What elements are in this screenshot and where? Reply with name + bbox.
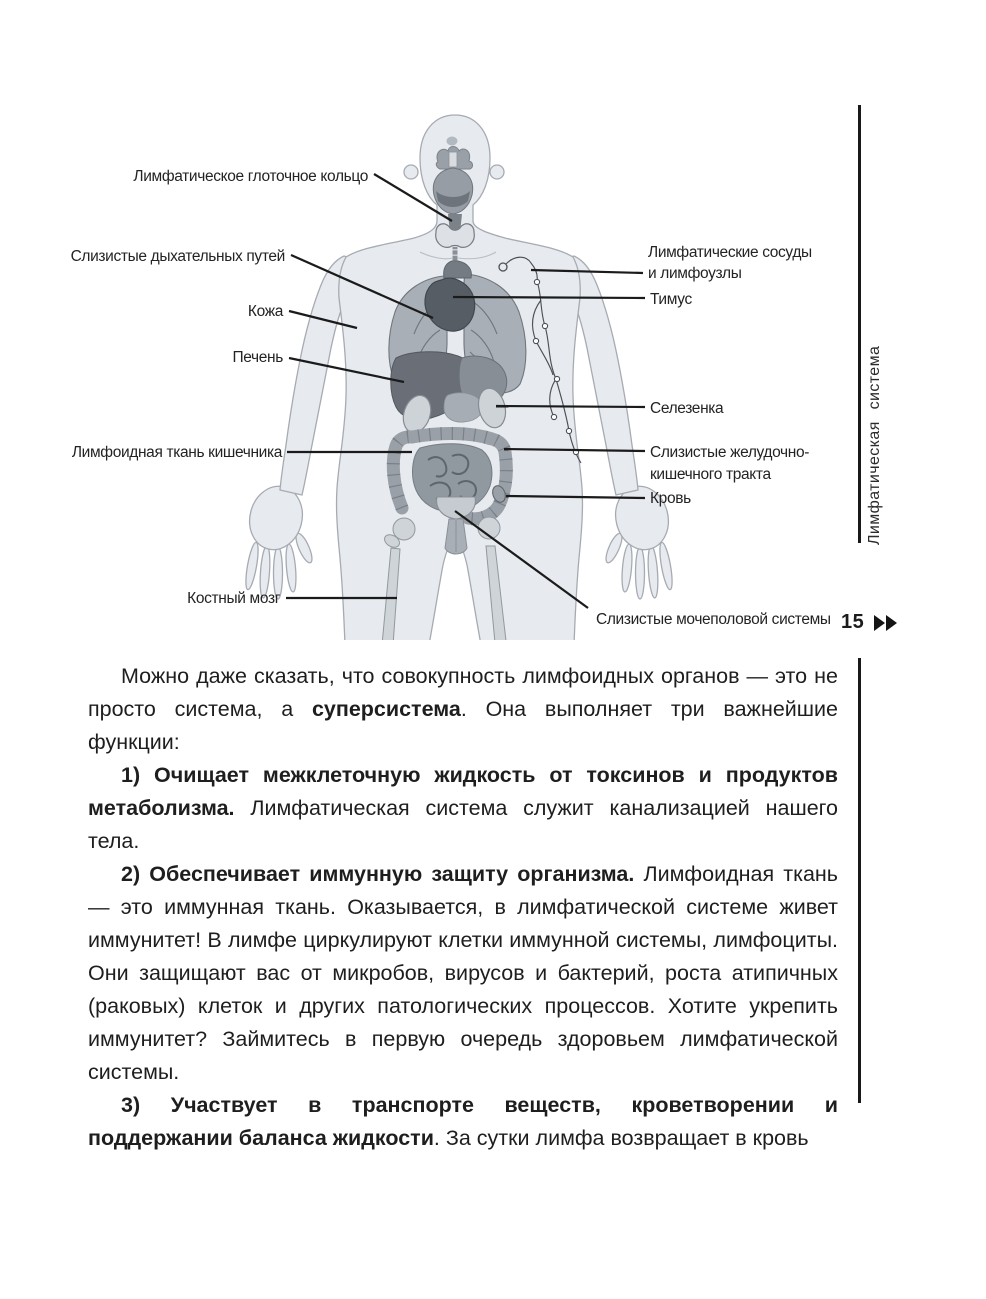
- label-skin: Кожа: [247, 303, 283, 320]
- label-gi-mucosa-2: кишечного тракта: [650, 466, 771, 483]
- paragraph: 3) Участвует в транспорте веществ, кроветворении и поддержании баланса жидкости. За сутки лимфа возвращает в кровь: [88, 1093, 838, 1150]
- label-liver: Печень: [232, 349, 283, 366]
- page-number-block: [841, 611, 901, 634]
- label-thymus: Тимус: [650, 291, 692, 308]
- sidebar-rule-bottom: [858, 658, 861, 1103]
- next-page-icon: [873, 614, 901, 632]
- sidebar-rule-top: [858, 105, 861, 543]
- label-vessels-nodes-2: и лимфоузлы: [648, 265, 742, 282]
- label-blood: Кровь: [650, 490, 691, 507]
- label-respiratory-mucosa: Слизистые дыхательных путей: [70, 248, 285, 265]
- label-gi-mucosa-1: Слизистые желудочно-: [650, 444, 810, 461]
- label-bone-marrow: Костный мозг: [187, 590, 280, 607]
- label-pharyngeal-ring: Лимфатическое глоточное кольцо: [133, 168, 368, 185]
- paragraph: Можно даже сказать, что совокупность лимфоидных органов — это не просто система, а суперсистема. Она выполняет три важнейшие функции:: [88, 664, 838, 754]
- page-number: 15: [841, 611, 865, 633]
- body-text: [88, 660, 838, 1155]
- chapter-title-vertical: Лимфатическая система: [866, 345, 883, 545]
- paragraph: 1) Очищает межклеточную жидкость от токсинов и продуктов метаболизма. Лимфатическая система служит канализацией нашего тела.: [88, 763, 838, 853]
- label-spleen: Селезенка: [650, 400, 724, 417]
- label-urogenital: Слизистые мочеполовой системы: [596, 611, 831, 628]
- paragraph: 2) Обеспечивает иммунную защиту организма. Лимфоидная ткань — это иммунная ткань. Оказывается, в лимфатической системе живет иммунитет! В лимфе циркулируют клетки иммунной системы, лимфоциты. Они защищают вас от микробов, вирусов и бактерий, роста атипичных (раковых) клеток и других патологических процессов. Хотите укрепить иммунитет? Займитесь в первую очередь здоровьем лимфатической системы.: [88, 862, 839, 1084]
- label-gut-lymphoid: Лимфоидная ткань кишечника: [71, 444, 282, 461]
- label-vessels-nodes-1: Лимфатические сосуды: [648, 244, 812, 261]
